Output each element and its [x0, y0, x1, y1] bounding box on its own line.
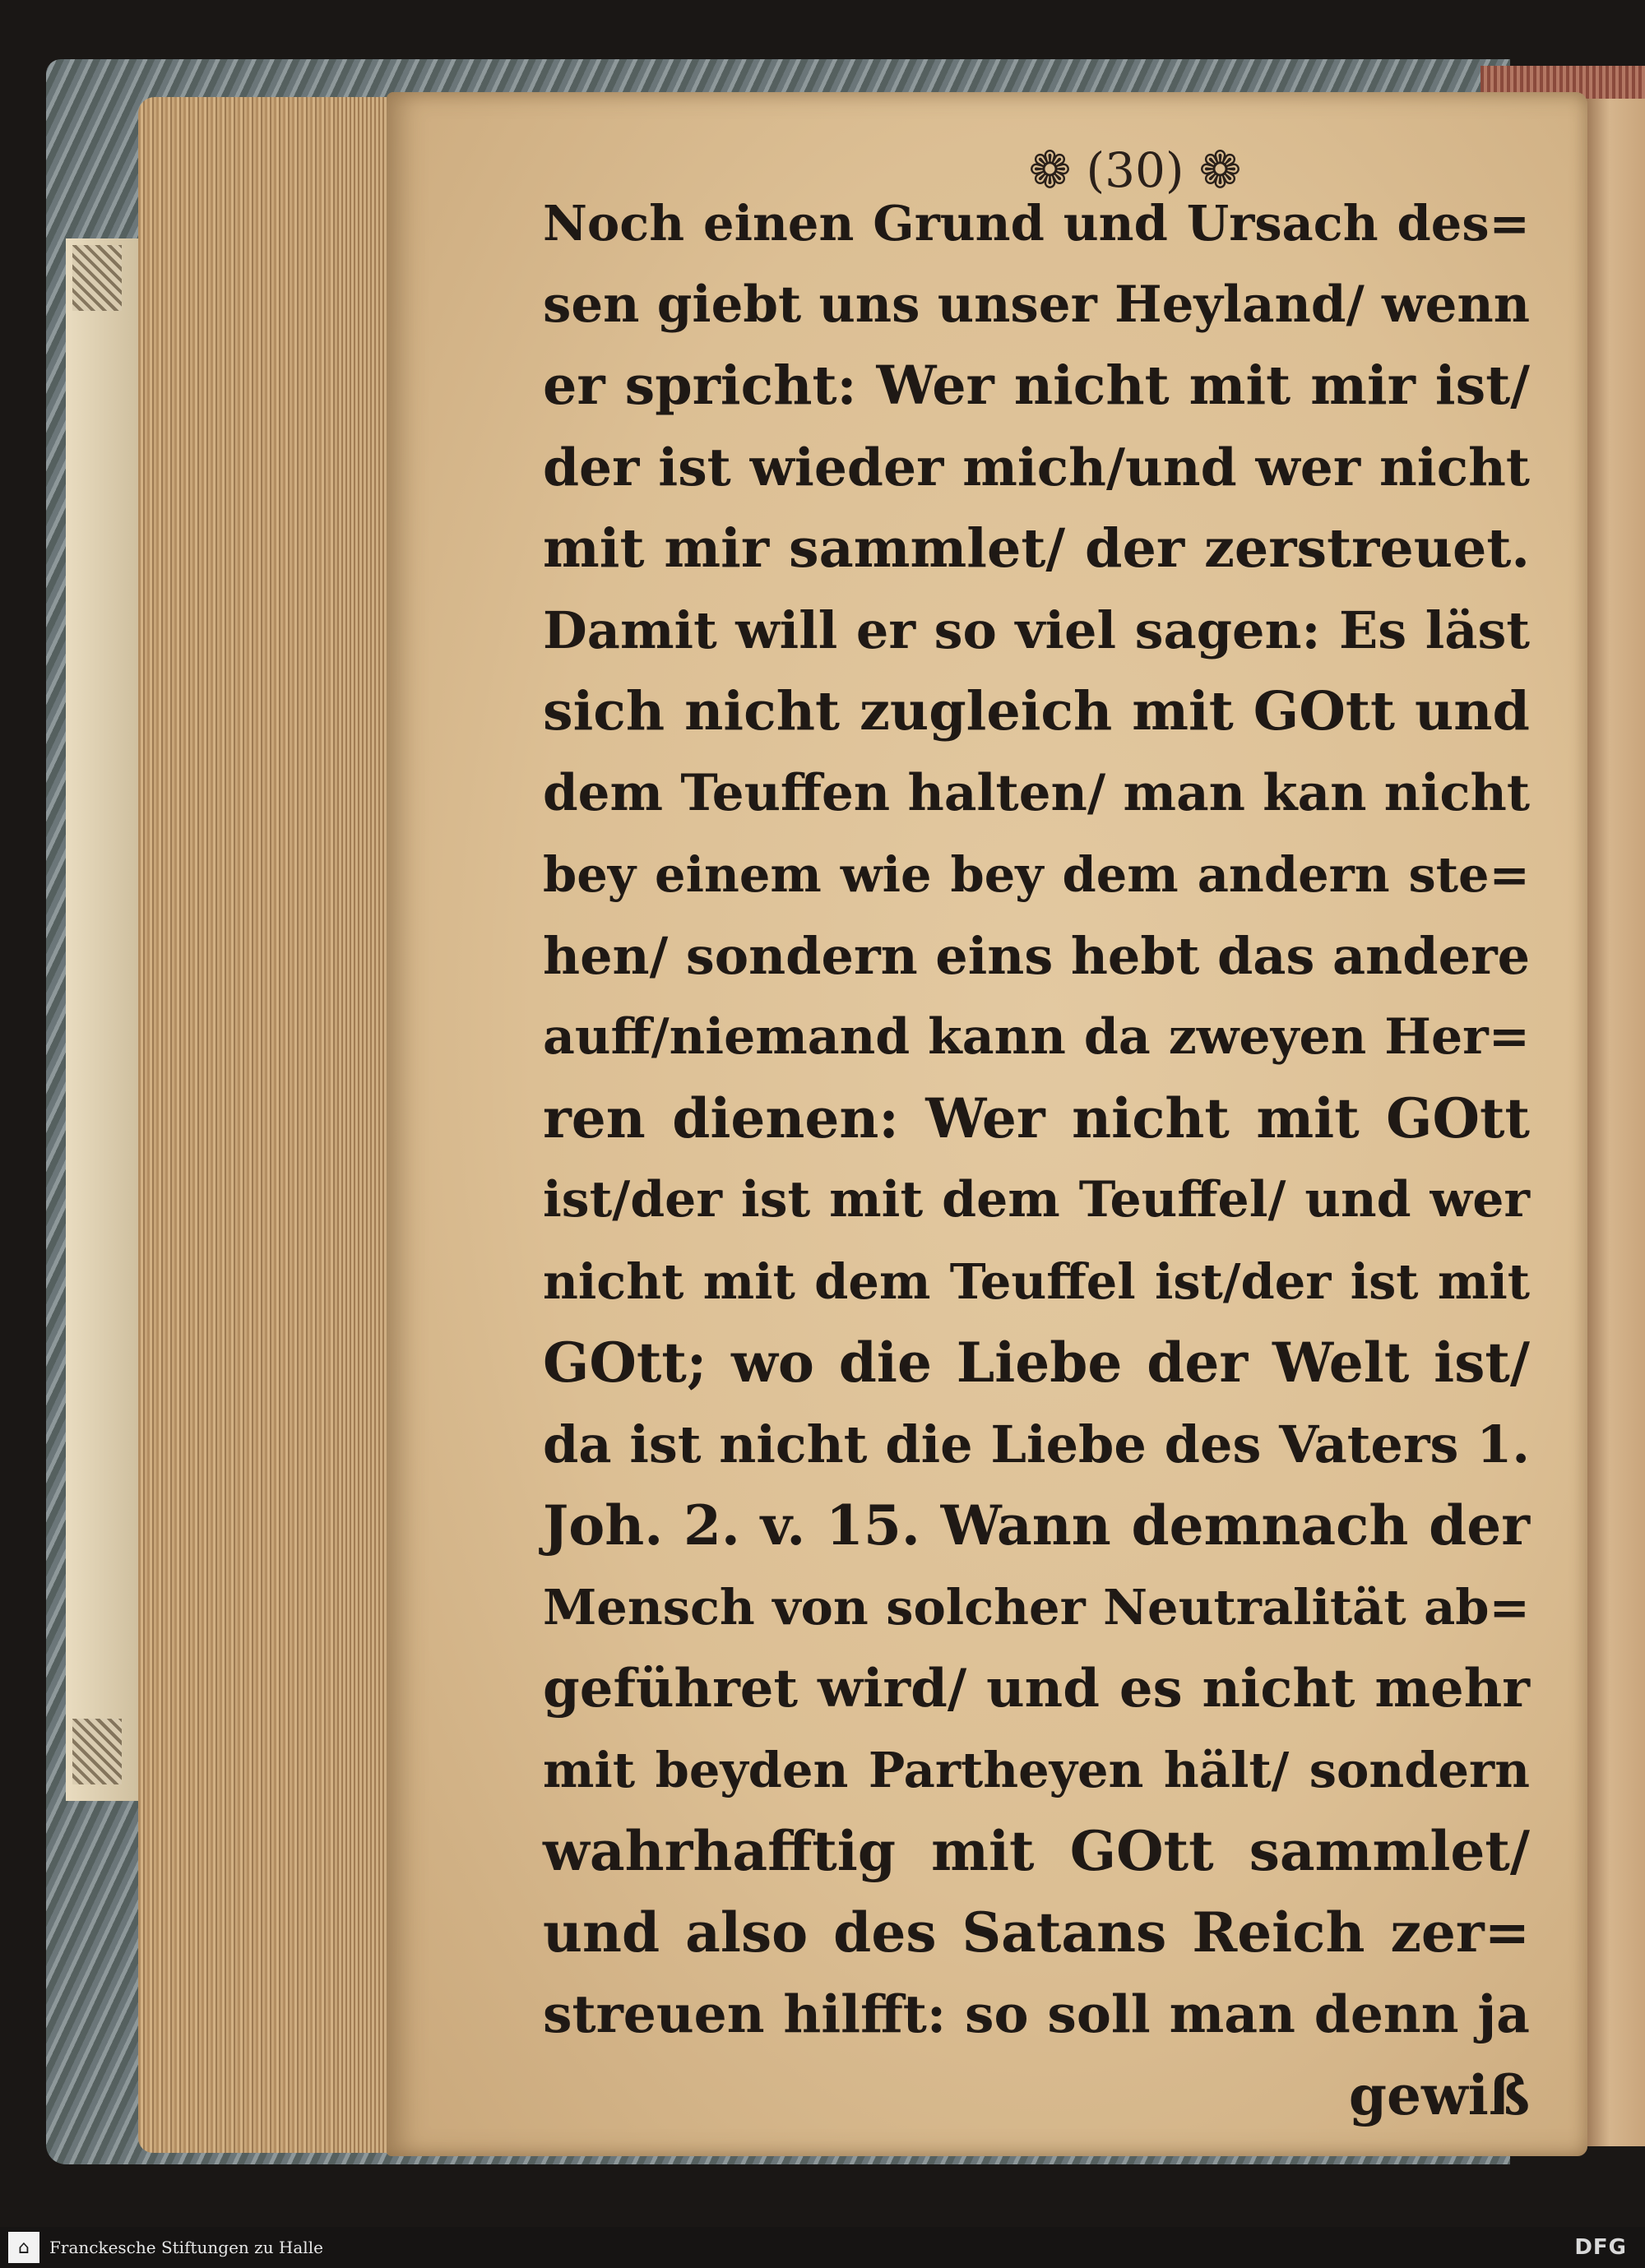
text-line: ren dienen: Wer nicht mit GOtt — [543, 1086, 1530, 1150]
text-line: GOtt; wo die Liebe der Welt ist/ — [543, 1331, 1530, 1395]
body-text — [543, 183, 1530, 2136]
text-line: geführet wird/ und es nicht mehr — [543, 1658, 1530, 1720]
page-number: (30) — [1086, 142, 1184, 198]
fleuron-right-icon: ❁ — [1198, 140, 1242, 200]
catchword: gewiß — [1348, 2063, 1530, 2127]
text-line: bey einem wie bey dem andern ste= — [543, 846, 1530, 903]
cover-inner-edge — [66, 238, 145, 1801]
fleuron-left-icon: ❁ — [1028, 140, 1072, 200]
viewer-footer — [0, 2227, 1645, 2268]
text-line: auff/niemand kann da zweyen Her= — [543, 1008, 1530, 1066]
text-line: nicht mit dem Teuffel ist/der ist mit — [543, 1253, 1530, 1310]
text-line: mit beyden Partheyen hält/ sondern — [543, 1742, 1530, 1798]
facing-page-strip — [1586, 99, 1645, 2146]
text-line: sen giebt uns unser Heyland/ wenn — [543, 275, 1531, 334]
text-line: mit mir sammlet/ der zerstreuet. — [543, 517, 1530, 580]
text-line: ist/der ist mit dem Teuffel/ und wer — [543, 1171, 1530, 1229]
institution-logo-icon[interactable]: ⌂ — [8, 2232, 39, 2263]
dfg-logo[interactable]: DFG — [1574, 2235, 1627, 2260]
text-line: sich nicht zugleich mit GOtt und — [543, 680, 1530, 743]
top-corner-ornament — [72, 245, 122, 311]
text-line: Noch einen Grund und Ursach des= — [543, 195, 1530, 252]
text-line: er spricht: Wer nicht mit mir ist/ — [543, 354, 1530, 417]
text-line: wahrhafftig mit GOtt sammlet/ — [543, 1819, 1530, 1883]
text-line: dem Teuffen halten/ man kan nicht — [543, 764, 1530, 822]
text-line: Joh. 2. v. 15. Wann demnach der — [543, 1493, 1530, 1558]
text-line: streuen hilfft: so soll man denn ja — [543, 1983, 1530, 2044]
institution-name[interactable]: Franckesche Stiftungen zu Halle — [49, 2238, 323, 2257]
text-line: da ist nicht die Liebe des Vaters 1. — [543, 1414, 1530, 1474]
text-line: der ist wieder mich/und wer nicht — [543, 437, 1530, 498]
text-line: Mensch von solcher Neutralität ab= — [543, 1579, 1530, 1636]
book-page — [387, 92, 1587, 2156]
bottom-corner-ornament — [72, 1719, 122, 1784]
text-line: und also des Satans Reich zer= — [543, 1900, 1530, 1965]
footer-left — [8, 2232, 323, 2263]
text-line: hen/ sondern eins hebt das andere — [543, 926, 1531, 986]
text-line: Damit will er so viel sagen: Es läst — [543, 600, 1530, 660]
